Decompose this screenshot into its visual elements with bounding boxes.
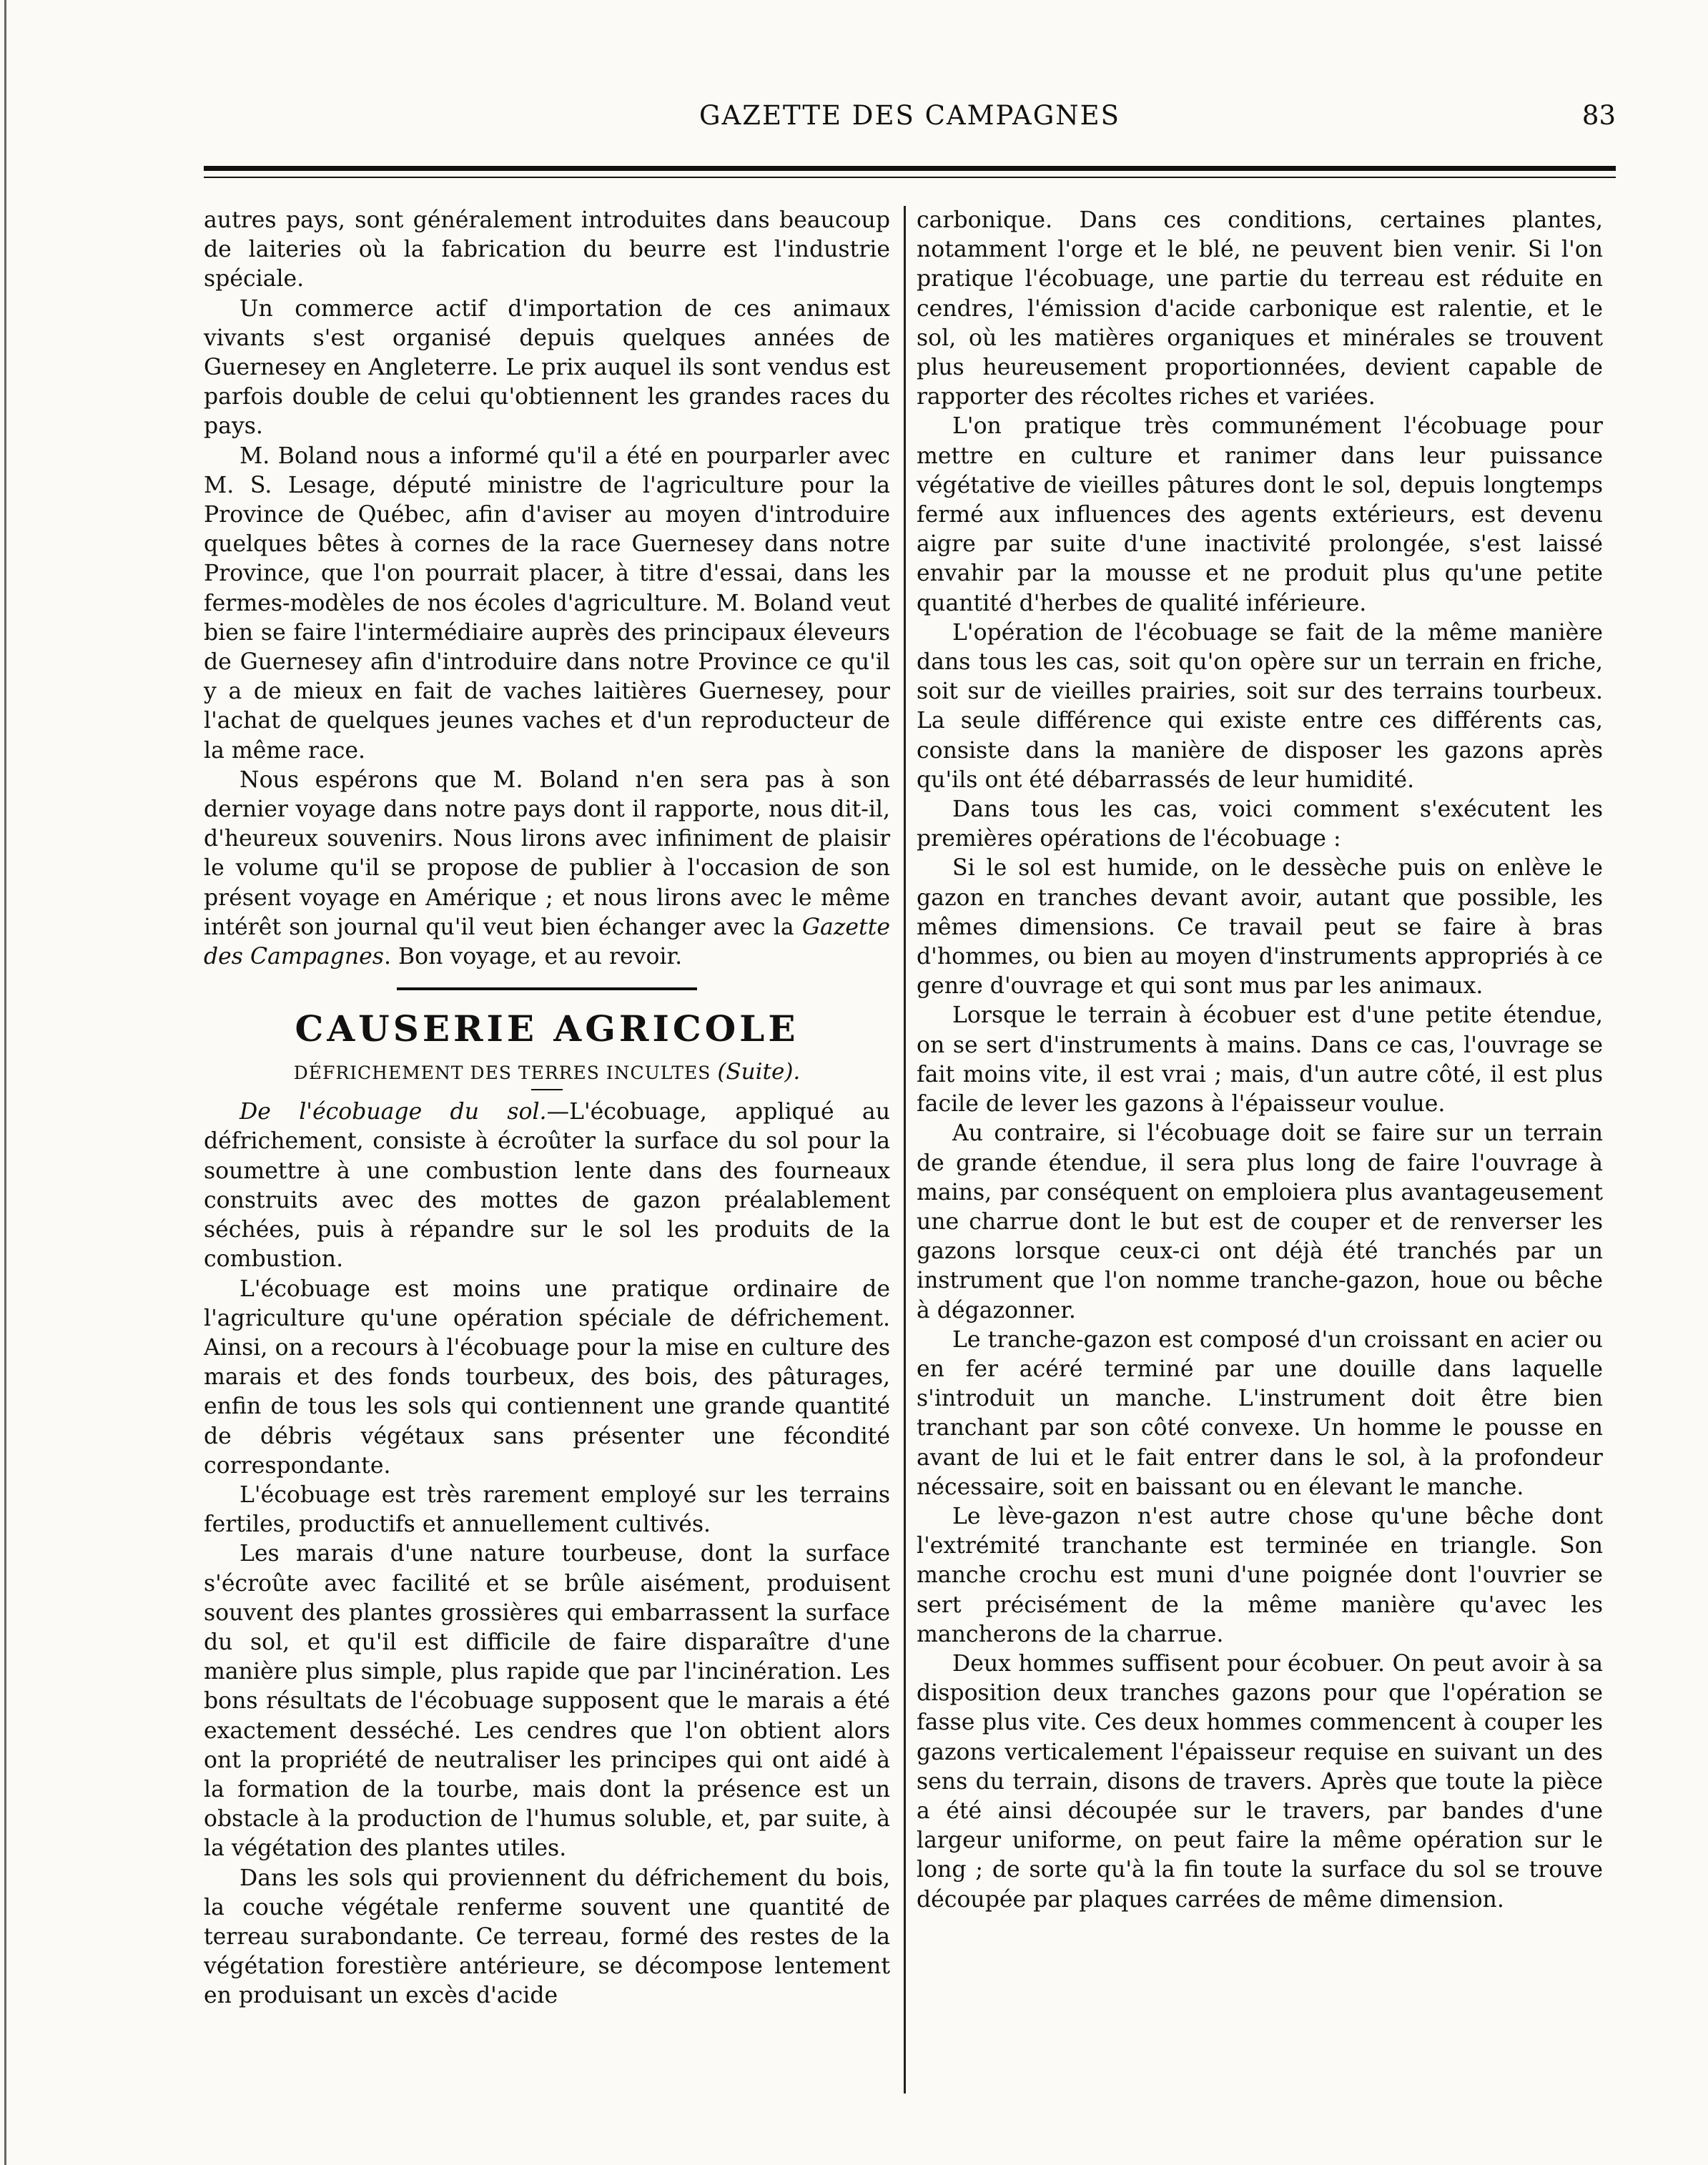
paragraph-lead: De l'écobuage du sol. [240,1099,547,1125]
paragraph: Deux hommes suffisent pour écobuer. On peut avoir à sa disposition deux tranches gazons pour que l'opération se fasse plus vite. Ces deux hommes commencent à couper les gazons verticalement l'épaisseur requise en suivant un des sens du terrain, disons de travers. Après que toute la pièce a été ainsi découpée sur le travers, par bandes d'une largeur uniforme, on peut faire la même opération sur le long ; de sorte qu'à la fin toute la surface du sol se trouve découpée par plaques carrées de même dimension. [917,1650,1603,1913]
subtitle-text: DÉFRICHEMENT DES TERRES INCULTES [293,1062,711,1084]
section-subtitle [204,1059,890,1086]
subtitle-dash [531,1089,563,1090]
header-rule-thin [204,177,1616,178]
page-header [204,100,1616,143]
paragraph: Lorsque le terrain à écobuer est d'une petite étendue, on se sert d'instruments à mains. Dans ce cas, l'ouvrage se fait moins vite, il est vrai ; mais, d'un autre côté, il est plus facile de lever les gazons à l'épaisseur voulue. [917,1002,1603,1118]
paragraph: Un commerce actif d'importation de ces animaux vivants s'est organisé depuis quelques années de Guernesey en Angleterre. Le prix auquel ils sont vendus est parfois double de celui qu'obtiennent les grandes races du pays. [204,295,890,440]
paragraph: Le lève-gazon n'est autre chose qu'une bêche dont l'extrémité tranchante est terminée en triangle. Son manche crochu est muni d'une poignée dont l'ouvrier se sert précisément de la même manière qu'avec les mancherons de la charrue. [917,1503,1603,1647]
paragraph: L'écobuage est moins une pratique ordinaire de l'agriculture qu'une opération spéciale de défrichement. Ainsi, on a recours à l'écobuage pour la mise en culture des marais et des fonds tourbeux, des bois, des pâturages, enfin de tous les sols qui contiennent une grande quantité de débris végétaux sans présenter une fécondité correspondante. [204,1276,890,1479]
section-title: CAUSERIE AGRICOLE [295,1007,799,1050]
closing-text-start: Nous espérons que M. Boland n'en sera pas à son dernier voyage dans notre pays dont il rapporte, nous dit-il, d'heureux souvenirs. Nous lirons avec infiniment de plaisir le volume qu'il se propose de publier à l'occasion de son présent voyage en Amérique ; et nous lirons avec le même intérêt son journal qu'il veut bien échanger avec la [204,766,890,940]
journal-title: Gazette des Campagnes [204,914,890,970]
paragraph: Les marais d'une nature tourbeuse, dont la surface s'écroûte avec facilité et se brûle aisément, produisent souvent des plantes grossières qui embarrassent la surface du sol, et qu'il est difficile de faire disparaître d'une manière plus simple, plus rapide que par l'incinération. Les bons résultats de l'écobuage supposent que le marais a été exactement desséché. Les cendres que l'on obtient alors ont la propriété de neutraliser les principes qui ont aidé à la formation de la tourbe, mais dont la présence est un obstacle à la production de l'humus soluble, et, par suite, à la végétation des plantes utiles. [204,1541,890,1862]
paragraph: L'opération de l'écobuage se fait de la même manière dans tous les cas, soit qu'on opère sur un terrain en friche, soit sur de vieilles prairies, soit sur des terrains tourbeux. La seule différence qui existe entre ces différents cas, consiste dans la manière de disposer les gazons après qu'ils ont été débarrassés de leur humidité. [917,619,1603,793]
closing-text-end: . Bon voyage, et au revoir. [383,944,683,970]
column-divider [904,206,906,2094]
paragraph: Dans tous les cas, voici comment s'exécutent les premières opérations de l'écobuage : [917,797,1603,852]
section-separator [397,987,697,990]
paragraph: carbonique. Dans ces conditions, certaines plantes, notamment l'orge et le blé, ne peuvent bien venir. Si l'on pratique l'écobuage, une partie du terreau est réduite en cendres, l'émission d'acide carbonique est ralentie, et le sol, où les matières organiques et minérales se trouvent plus heureusement proportionnées, devient capable de rapporter des récoltes riches et variées. [917,207,1603,410]
paragraph: autres pays, sont généralement introduites dans beaucoup de laiteries où la fabrication du beurre est l'industrie spéciale. [204,207,890,292]
paragraph: Dans les sols qui proviennent du défrichement du bois, la couche végétale renferme souvent une quantité de terreau surabondante. Ce terreau, formé des restes de la végétation forestière antérieure, se décompose lentement en produisant un excès d'acide [204,1865,890,2009]
paragraph: M. Boland nous a informé qu'il a été en pourparler avec M. S. Lesage, député ministre de l'agriculture pour la Province de Québec, afin d'aviser au moyen d'introduire quelques bêtes à cornes de la race Guernesey dans notre Province, que l'on pourrait placer, à titre d'essai, dans les fermes-modèles de nos écoles d'agriculture. M. Boland veut bien se faire l'intermédiaire auprès des principaux éleveurs de Guernesey afin d'introduire dans notre Province ce qu'il y a de mieux en fait de vaches laitières Guernesey, pour l'achat de quelques jeunes vaches et d'un reproducteur de la même race. [204,443,890,764]
paragraph-body: —L'écobuage, appliqué au défrichement, consiste à écroûter la surface du sol pour la soumettre à une combustion lente dans des fourneaux construits avec des mottes de gazon préalablement séchées, puis à répandre sur le sol les produits de la combustion. [204,1099,891,1273]
paragraph: Si le sol est humide, on le dessèche puis on enlève le gazon en tranches devant avoir, autant que possible, les mêmes dimensions. Ce travail peut se faire à bras d'hommes, ou bien au moyen d'instruments appropriés à ce genre d'ouvrage et qui sont mus par les animaux. [917,855,1603,1000]
page-number: 83 [1581,100,1616,131]
subtitle-suite: (Suite). [717,1059,801,1085]
left-column [204,206,890,2011]
closing-paragraph [204,766,890,972]
running-title: GAZETTE DES CAMPAGNES [698,100,1120,131]
paragraph: Au contraire, si l'écobuage doit se faire sur un terrain de grande étendue, il sera plus long de faire l'ouvrage à mains, par conséquent on emploiera plus avantageusement une charrue dont le but est de couper et de renverser les gazons lorsque ceux-ci ont déjà été tranchés par un instrument que l'on nomme tranche-gazon, houe ou bêche à dégazonner. [917,1120,1603,1323]
paragraph: L'on pratique très communément l'écobuage pour mettre en culture et ranimer dans leur puissance végétative de vieilles pâtures dont le sol, depuis longtemps fermé aux influences des agents extérieurs, est devenu aigre par suite d'une inactivité prolongée, s'est laissé envahir par la mousse et ne produit plus qu'une petite quantité d'herbes de qualité inférieure. [917,413,1603,616]
right-column [917,206,1603,1915]
first-paragraph [204,1098,890,1274]
header-rule-thick [204,166,1616,171]
paragraph: Le tranche-gazon est composé d'un croissant en acier ou en fer acéré terminé par une douille dans laquelle s'introduit un manche. L'instrument doit être bien tranchant par son côté convexe. Un homme le pousse en avant de lui et le fait entrer dans le sol, à la profondeur nécessaire, soit en baissant ou en élevant le manche. [917,1326,1603,1500]
paragraph: L'écobuage est très rarement employé sur les terrains fertiles, productifs et annuellement cultivés. [204,1481,890,1538]
page-edge-line [4,0,6,2165]
